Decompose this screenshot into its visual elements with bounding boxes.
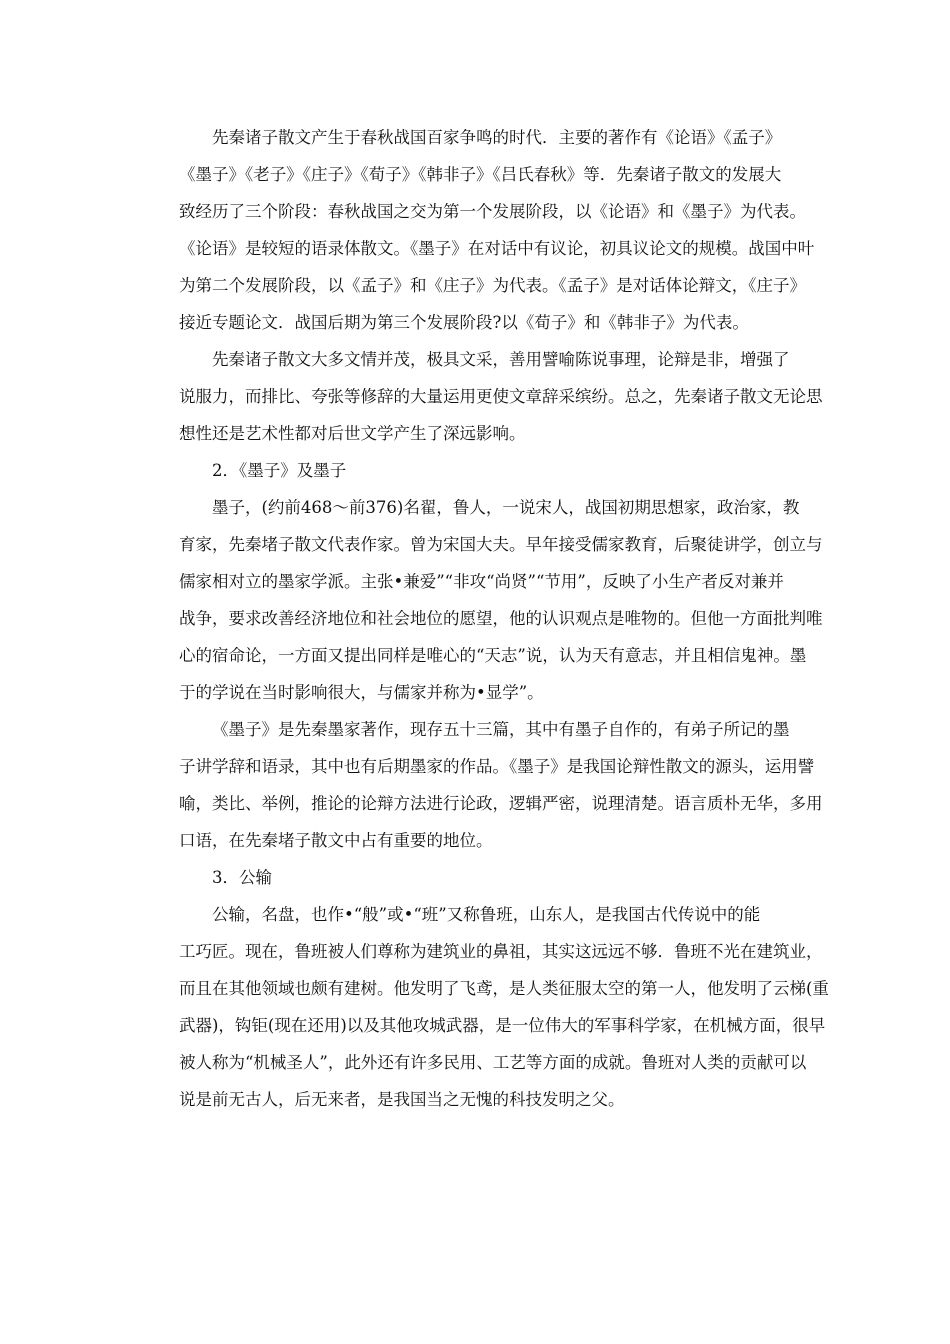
heading-text: 2．《墨子》及墨子 — [212, 461, 347, 480]
paragraph-mozi-book — [146, 711, 823, 859]
text-line: 先秦诸子散文产生于春秋战国百家争鸣的时代．主要的著作有《论语》《孟子》 — [212, 128, 782, 147]
text-line: 说是前无古人，后无来者，是我国当之无愧的科技发明之父。 — [179, 1090, 625, 1109]
paragraph-mozi-bio — [146, 489, 823, 711]
text-line: 工巧匠。现在，鲁班被人们尊称为建筑业的鼻祖，其实这远远不够．鲁班不光在建筑业， — [179, 942, 823, 961]
section-heading-gongshu — [146, 859, 808, 896]
text-line: 公输，名盘，也作•“般”或•“班”又称鲁班，山东人，是我国古代传说中的能 — [212, 905, 761, 924]
section-heading-mozi — [146, 452, 808, 489]
text-line: 而且在其他领域也颇有建树。他发明了飞鸢，是人类征服太空的第一人，他发明了云梯(重 — [179, 979, 829, 998]
text-line: 于的学说在当时影响很大，与儒家并称为•显学”。 — [179, 683, 544, 702]
text-line: 育家，先秦堵子散文代表作家。曾为宋国大夫。早年接受儒家教育，后聚徒讲学，创立与 — [179, 535, 823, 554]
paragraph-intro — [146, 119, 815, 341]
text-line: 《论语》是较短的语录体散文。《墨子》在对话中有议论，初具议论文的规模。战国中叶 — [179, 239, 815, 258]
text-line: 口语，在先秦堵子散文中占有重要的地位。 — [179, 831, 493, 850]
text-line: 墨子，(约前468～前376)名翟，鲁人，一说宋人，战国初期思想家，政治家，教 — [212, 498, 800, 517]
text-line: 先秦诸子散文大多文情并茂，极具文采，善用譬喻陈说事理，论辩是非，增强了 — [212, 350, 790, 369]
paragraph-style — [146, 341, 823, 452]
text-line: 接近专题论文．战国后期为第三个发展阶段?以《荀子》和《韩非子》为代表。 — [179, 313, 749, 332]
text-line: 儒家相对立的墨家学派。主张•兼爱”“非攻“尚贤”“节用”，反映了小生产者反对兼并 — [179, 572, 784, 591]
text-line: 被人称为“机械圣人”，此外还有许多民用、工艺等方面的成就。鲁班对人类的贡献可以 — [179, 1053, 807, 1072]
text-line: 说服力，而排比、夸张等修辞的大量运用更使文章辞采缤纷。总之，先秦诸子散文无论思 — [179, 387, 823, 406]
text-line: 致经历了三个阶段：春秋战国之交为第一个发展阶段，以《论语》和《墨子》为代表。 — [179, 202, 806, 221]
text-line: 子讲学辞和语录，其中也有后期墨家的作品。《墨子》是我国论辩性散文的源头，运用譬 — [179, 757, 815, 776]
text-line: 喻，类比、举例，推论的论辩方法进行论政，逻辑严密，说理清楚。语言质朴无华，多用 — [179, 794, 823, 813]
text-line: 战争，要求改善经济地位和社会地位的愿望，他的认识观点是唯物的。但他一方面批判唯 — [179, 609, 823, 628]
document-body — [146, 119, 829, 1118]
text-line: 武器)，钩钜(现在还用)以及其他攻城武器，是一位伟大的军事科学家，在机械方面，很早 — [179, 1016, 826, 1035]
heading-text: 3．公输 — [212, 868, 272, 887]
text-line: 《墨子》《老子》《庄子》《荀子》《韩非子》《吕氏春秋》等．先秦诸子散文的发展大 — [179, 165, 782, 184]
text-line: 想性还是艺术性都对后世文学产生了深远影响。 — [179, 424, 526, 443]
text-line: 为第二个发展阶段，以《孟子》和《庄子》为代表。《孟子》是对话体论辩文，《庄子》 — [179, 276, 806, 295]
paragraph-gongshu — [146, 896, 829, 1118]
text-line: 心的宿命论，一方面又提出同样是唯心的“天志”说，认为天有意志，并且相信鬼神。墨 — [179, 646, 807, 665]
text-line: 《墨子》是先秦墨家著作，现存五十三篇，其中有墨子自作的，有弟子所记的墨 — [212, 720, 790, 739]
